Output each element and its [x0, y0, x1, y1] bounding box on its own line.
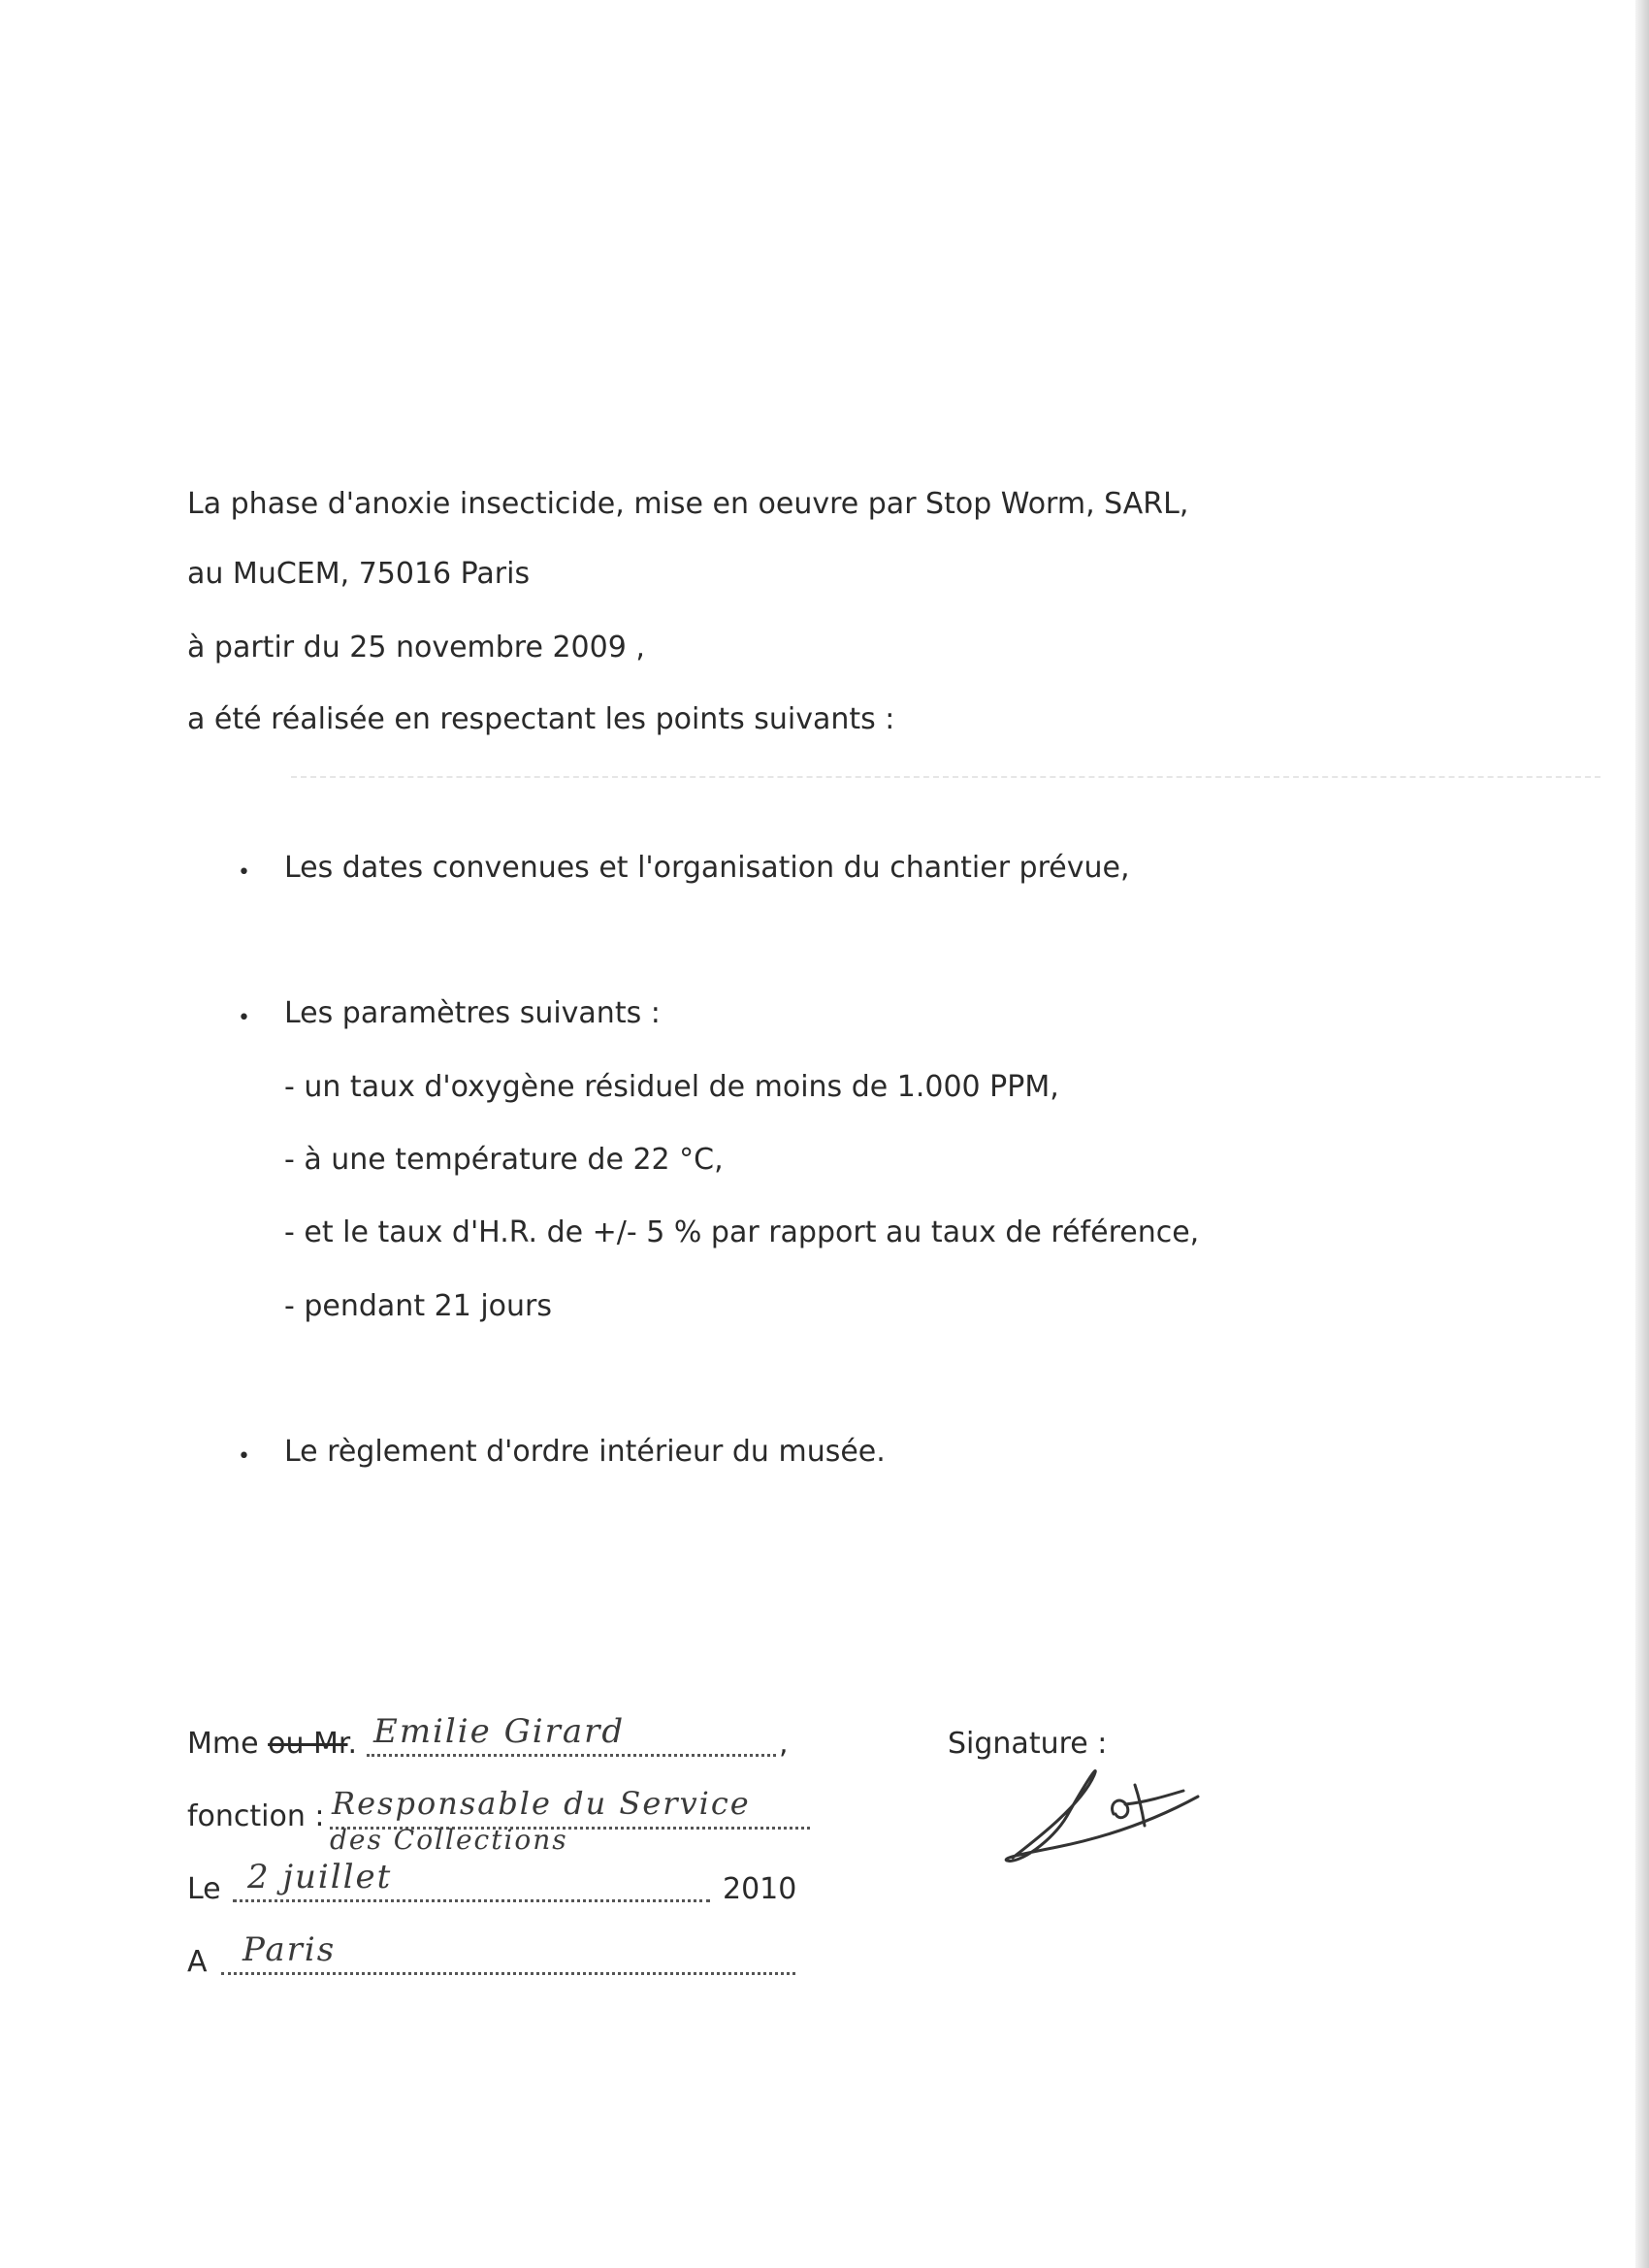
name-dotted-line: [367, 1754, 776, 1757]
function-handwritten-value-2: des Collections: [330, 1824, 568, 1856]
parameter-oxygen: - un taux d'oxygène résiduel de moins de 1.000 PPM,: [284, 1070, 1059, 1104]
parameter-temperature: - à une température de 22 °C,: [284, 1143, 724, 1177]
signature-label: Signature :: [948, 1727, 1108, 1761]
name-field-label: [187, 1725, 357, 1764]
bullet-dot-icon: •: [238, 860, 250, 885]
date-field-label: Le: [187, 1872, 221, 1906]
bullet-dot-icon: •: [238, 1006, 250, 1030]
place-dotted-line: [221, 1972, 795, 1975]
name-dot: .: [347, 1727, 358, 1761]
function-handwritten-value-1: Responsable du Service: [332, 1785, 751, 1822]
name-suffix: ,: [779, 1727, 789, 1761]
intro-line-2: au MuCEM, 75016 Paris: [187, 557, 531, 591]
intro-line-4: a été réalisée en respectant les points suivants :: [187, 702, 895, 736]
name-handwritten-value: Emilie Girard: [373, 1712, 626, 1751]
bullet-dot-icon: •: [238, 1444, 250, 1469]
name-struck-option: ou Mr: [268, 1727, 348, 1761]
place-field-label: A: [187, 1945, 208, 1979]
intro-line-1: La phase d'anoxie insecticide, mise en oeuvre par Stop Worm, SARL,: [187, 487, 1189, 521]
point-parameters: Les paramètres suivants :: [284, 996, 661, 1030]
page-edge-shadow: [1635, 0, 1649, 2268]
name-prefix: Mme: [187, 1727, 269, 1761]
point-dates: Les dates convenues et l'organisation du chantier prévue,: [284, 851, 1130, 885]
parameter-humidity: - et le taux d'H.R. de +/- 5 % par rapport au taux de référence,: [284, 1215, 1200, 1249]
handwritten-signature-icon: [999, 1746, 1203, 1872]
date-handwritten-value: 2 juillet: [247, 1858, 393, 1896]
date-year: 2010: [723, 1872, 797, 1906]
function-field-label: fonction :: [187, 1799, 325, 1833]
point-rules: Le règlement d'ordre intérieur du musée.: [284, 1435, 886, 1469]
place-handwritten-value: Paris: [242, 1930, 337, 1969]
date-dotted-line: [233, 1899, 710, 1902]
parameter-duration: - pendant 21 jours: [284, 1289, 552, 1323]
intro-line-3: à partir du 25 novembre 2009 ,: [187, 631, 645, 664]
faint-separator: [291, 776, 1600, 778]
